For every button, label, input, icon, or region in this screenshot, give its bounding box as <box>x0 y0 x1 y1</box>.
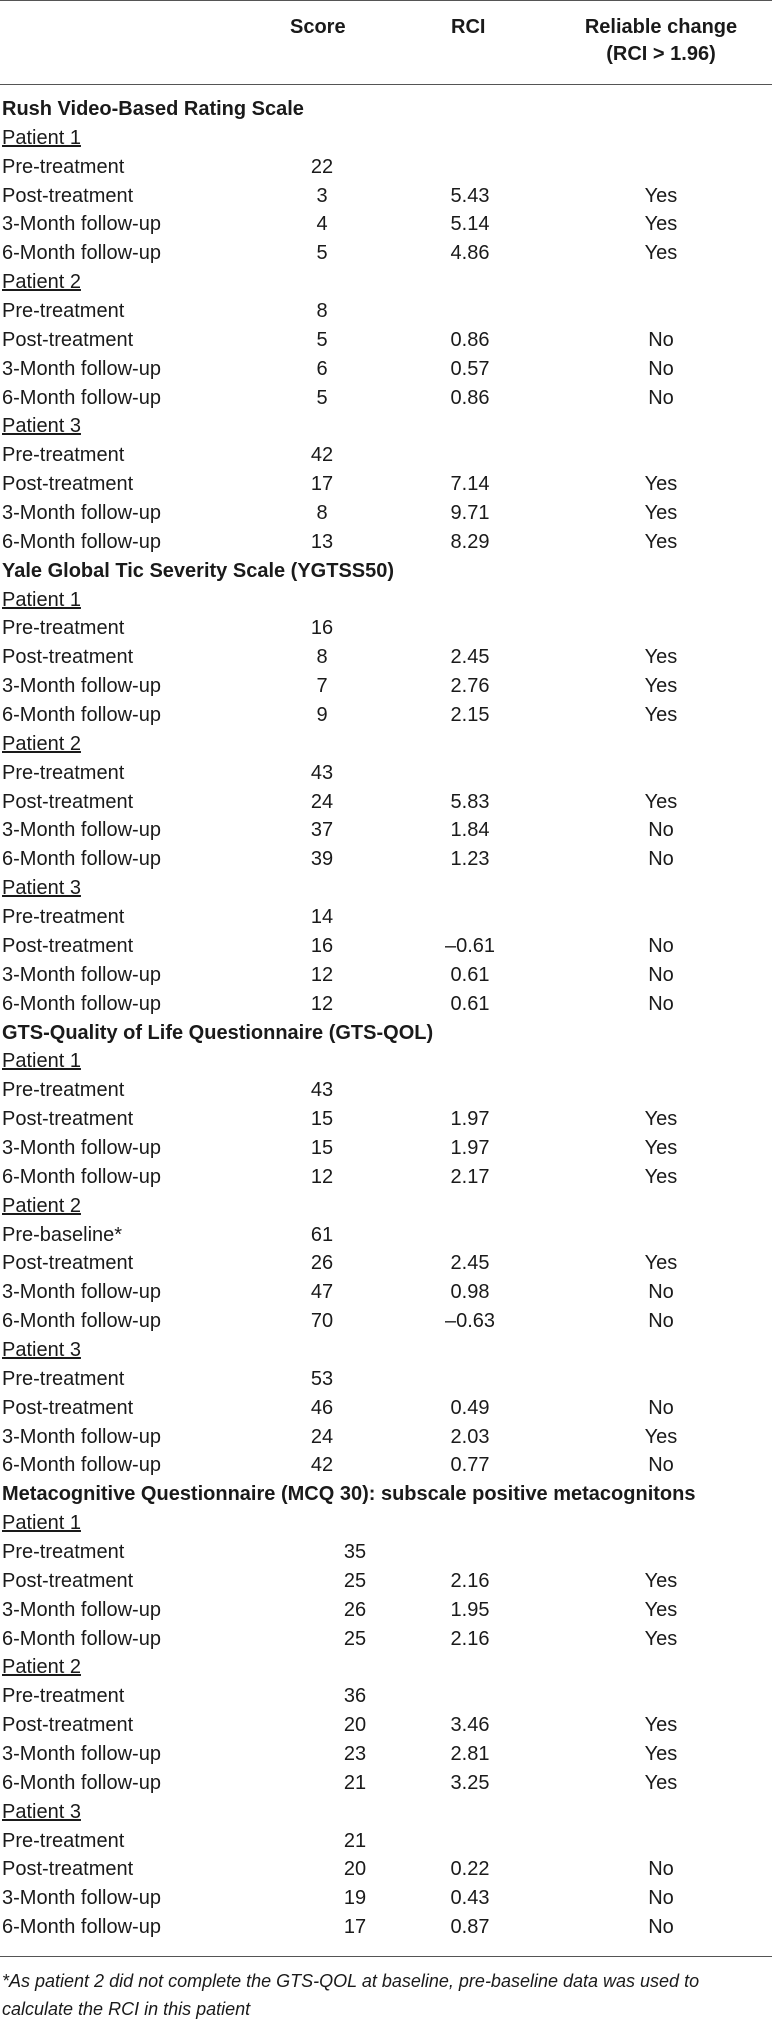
score-cell: 26 <box>310 1252 334 1275</box>
time-point-label: 6-Month follow-up <box>2 530 161 553</box>
table-row <box>0 1307 772 1336</box>
patient-label: Patient 2 <box>2 1194 81 1217</box>
rci-cell: 1.97 <box>450 1108 490 1131</box>
time-point-label: Post-treatment <box>2 1252 134 1275</box>
table-row <box>0 845 772 874</box>
time-point-label: 6-Month follow-up <box>2 1165 161 1188</box>
rci-cell: 3.25 <box>450 1771 490 1794</box>
score-cell: 22 <box>310 155 334 178</box>
time-point-label: Pre-treatment <box>2 761 125 784</box>
time-point-label: 6-Month follow-up <box>2 386 161 409</box>
reliable-change-cell: No <box>648 357 674 380</box>
rci-cell: 2.81 <box>450 1742 490 1765</box>
time-point-label: 6-Month follow-up <box>2 1916 161 1939</box>
rci-cell: 0.98 <box>450 1281 490 1304</box>
score-cell: 17 <box>310 473 334 496</box>
time-point-label: 3-Month follow-up <box>2 213 161 236</box>
time-point-label: 3-Month follow-up <box>2 1887 161 1910</box>
patient-row <box>0 1047 772 1076</box>
table-row <box>0 961 772 990</box>
reliable-change-cell: Yes <box>644 704 678 727</box>
score-cell: 43 <box>310 761 334 784</box>
time-point-label: 3-Month follow-up <box>2 1425 161 1448</box>
table-row <box>0 903 772 932</box>
table-row <box>0 1365 772 1394</box>
top-rule <box>0 0 772 1</box>
score-cell: 5 <box>316 328 328 351</box>
section-row <box>0 557 772 586</box>
rci-cell: 2.45 <box>450 646 490 669</box>
table-row <box>0 990 772 1019</box>
time-point-label: Post-treatment <box>2 328 134 351</box>
table-row <box>0 1740 772 1769</box>
time-point-label: Pre-treatment <box>2 444 125 467</box>
reliable-change-cell: No <box>648 328 674 351</box>
time-point-label: Pre-treatment <box>2 1540 125 1563</box>
section-row <box>0 1480 772 1509</box>
patient-row <box>0 1336 772 1365</box>
header-reliable-line1: Reliable change <box>584 16 738 38</box>
score-cell: 16 <box>310 617 334 640</box>
table-row <box>0 1682 772 1711</box>
time-point-label: Pre-treatment <box>2 1685 125 1708</box>
time-point-label: 3-Month follow-up <box>2 819 161 842</box>
table-row <box>0 1394 772 1423</box>
time-point-label: Post-treatment <box>2 646 134 669</box>
time-point-label: Pre-baseline* <box>2 1223 123 1246</box>
reliable-change-cell: No <box>648 1887 674 1910</box>
time-point-label: 3-Month follow-up <box>2 675 161 698</box>
time-point-label: 6-Month follow-up <box>2 848 161 871</box>
rci-cell: 0.87 <box>450 1916 490 1939</box>
reliable-change-cell: No <box>648 386 674 409</box>
rci-cell: 0.43 <box>450 1887 490 1910</box>
reliable-change-cell: Yes <box>644 1598 678 1621</box>
time-point-label: Post-treatment <box>2 1569 134 1592</box>
score-cell: 15 <box>310 1136 334 1159</box>
rci-cell: 3.46 <box>450 1714 490 1737</box>
section-title: Metacognitive Questionnaire (MCQ 30): subscale positive metacognitons <box>2 1483 696 1506</box>
score-cell: 46 <box>310 1396 334 1419</box>
score-cell: 39 <box>310 848 334 871</box>
score-cell: 17 <box>343 1916 367 1939</box>
table-row <box>0 210 772 239</box>
score-cell: 42 <box>310 444 334 467</box>
reliable-change-cell: No <box>648 1281 674 1304</box>
score-cell: 14 <box>310 906 334 929</box>
rci-cell: 0.57 <box>450 357 490 380</box>
reliable-change-cell: Yes <box>644 1136 678 1159</box>
patient-label: Patient 1 <box>2 1050 81 1073</box>
score-cell: 6 <box>316 357 328 380</box>
rci-cell: 0.61 <box>450 963 490 986</box>
reliable-change-cell: Yes <box>644 1569 678 1592</box>
table-row <box>0 701 772 730</box>
table-row <box>0 816 772 845</box>
reliable-change-cell: No <box>648 1858 674 1881</box>
rci-cell: 2.76 <box>450 675 490 698</box>
table-row <box>0 1221 772 1250</box>
table-row <box>0 1278 772 1307</box>
patient-label: Patient 3 <box>2 877 81 900</box>
time-point-label: Pre-treatment <box>2 300 125 323</box>
reliable-change-cell: No <box>648 848 674 871</box>
patient-label: Patient 2 <box>2 732 81 755</box>
score-cell: 4 <box>316 213 328 236</box>
score-cell: 5 <box>316 386 328 409</box>
time-point-label: Post-treatment <box>2 790 134 813</box>
time-point-label: 6-Month follow-up <box>2 1310 161 1333</box>
table-row <box>0 1827 772 1856</box>
rci-cell: 2.17 <box>450 1165 490 1188</box>
rci-cell: 8.29 <box>450 530 490 553</box>
patient-label: Patient 3 <box>2 1800 81 1823</box>
time-point-label: 3-Month follow-up <box>2 1136 161 1159</box>
time-point-label: Pre-treatment <box>2 1079 125 1102</box>
score-cell: 19 <box>343 1887 367 1910</box>
score-cell: 20 <box>343 1714 367 1737</box>
rci-cell: 0.86 <box>450 386 490 409</box>
score-cell: 42 <box>310 1454 334 1477</box>
score-cell: 25 <box>343 1627 367 1650</box>
time-point-label: 3-Month follow-up <box>2 1281 161 1304</box>
score-cell: 16 <box>310 934 334 957</box>
header-score: Score <box>290 16 346 38</box>
score-cell: 8 <box>316 502 328 525</box>
rci-cell: 5.14 <box>450 213 490 236</box>
rci-cell: 9.71 <box>450 502 490 525</box>
table-row <box>0 239 772 268</box>
score-cell: 36 <box>343 1685 367 1708</box>
reliable-change-cell: Yes <box>644 1771 678 1794</box>
reliable-change-cell: Yes <box>644 790 678 813</box>
rci-cell: –0.63 <box>444 1310 496 1333</box>
time-point-label: Pre-treatment <box>2 1829 125 1852</box>
score-cell: 12 <box>310 1165 334 1188</box>
patient-row <box>0 1798 772 1827</box>
reliable-change-cell: Yes <box>644 1425 678 1448</box>
reliable-change-cell: Yes <box>644 646 678 669</box>
table-row <box>0 355 772 384</box>
patient-label: Patient 3 <box>2 1338 81 1361</box>
patient-row <box>0 268 772 297</box>
section-row <box>0 1019 772 1048</box>
rci-cell: 1.97 <box>450 1136 490 1159</box>
table-row <box>0 297 772 326</box>
rci-cell: 7.14 <box>450 473 490 496</box>
time-point-label: Pre-treatment <box>2 1367 125 1390</box>
time-point-label: 6-Month follow-up <box>2 992 161 1015</box>
score-cell: 26 <box>343 1598 367 1621</box>
table-row <box>0 1625 772 1654</box>
table-row <box>0 1076 772 1105</box>
score-cell: 15 <box>310 1108 334 1131</box>
table-row <box>0 1884 772 1913</box>
score-cell: 23 <box>343 1742 367 1765</box>
table-row <box>0 1538 772 1567</box>
reliable-change-cell: Yes <box>644 1108 678 1131</box>
time-point-label: Post-treatment <box>2 473 134 496</box>
table-row <box>0 499 772 528</box>
patient-label: Patient 1 <box>2 126 81 149</box>
rci-cell: 2.16 <box>450 1569 490 1592</box>
rci-cell: 5.43 <box>450 184 490 207</box>
rci-cell: 2.45 <box>450 1252 490 1275</box>
table-row <box>0 1134 772 1163</box>
section-title: Rush Video-Based Rating Scale <box>2 98 304 120</box>
time-point-label: 3-Month follow-up <box>2 963 161 986</box>
time-point-label: Post-treatment <box>2 1714 134 1737</box>
score-cell: 24 <box>310 790 334 813</box>
reliable-change-cell: No <box>648 934 674 957</box>
score-cell: 9 <box>316 704 328 727</box>
score-cell: 24 <box>310 1425 334 1448</box>
time-point-label: 3-Month follow-up <box>2 1742 161 1765</box>
score-cell: 53 <box>310 1367 334 1390</box>
rci-cell: 0.61 <box>450 992 490 1015</box>
patient-row <box>0 874 772 903</box>
time-point-label: Post-treatment <box>2 1396 134 1419</box>
score-cell: 8 <box>316 300 328 323</box>
patient-label: Patient 3 <box>2 415 81 438</box>
score-cell: 70 <box>310 1310 334 1333</box>
score-cell: 20 <box>343 1858 367 1881</box>
time-point-label: 6-Month follow-up <box>2 242 161 265</box>
patient-label: Patient 1 <box>2 1512 81 1535</box>
patient-row <box>0 1653 772 1682</box>
reliable-change-cell: No <box>648 819 674 842</box>
table-row <box>0 788 772 817</box>
rci-cell: –0.61 <box>444 934 496 957</box>
time-point-label: 6-Month follow-up <box>2 1627 161 1650</box>
reliable-change-cell: Yes <box>644 473 678 496</box>
reliable-change-cell: Yes <box>644 1714 678 1737</box>
score-cell: 21 <box>343 1771 367 1794</box>
score-cell: 61 <box>310 1223 334 1246</box>
score-cell: 43 <box>310 1079 334 1102</box>
table-row <box>0 1769 772 1798</box>
patient-row <box>0 1192 772 1221</box>
header-reliable-line2: (RCI > 1.96) <box>606 43 716 65</box>
time-point-label: 6-Month follow-up <box>2 704 161 727</box>
reliable-change-cell: Yes <box>644 675 678 698</box>
reliable-change-cell: No <box>648 1916 674 1939</box>
table-row <box>0 1451 772 1480</box>
patient-label: Patient 1 <box>2 588 81 611</box>
rci-cell: 5.83 <box>450 790 490 813</box>
table-row <box>0 1913 772 1942</box>
table-row <box>0 932 772 961</box>
reliable-change-cell: Yes <box>644 502 678 525</box>
table-row <box>0 470 772 499</box>
patient-label: Patient 2 <box>2 1656 81 1679</box>
table-row <box>0 1163 772 1192</box>
patient-row <box>0 730 772 759</box>
time-point-label: 3-Month follow-up <box>2 357 161 380</box>
patient-label: Patient 2 <box>2 271 81 294</box>
reliable-change-cell: Yes <box>644 213 678 236</box>
rci-cell: 0.22 <box>450 1858 490 1881</box>
section-title: GTS-Quality of Life Questionnaire (GTS-QOL) <box>2 1021 434 1044</box>
time-point-label: 6-Month follow-up <box>2 1771 161 1794</box>
results-table <box>0 95 772 1942</box>
table-row <box>0 643 772 672</box>
time-point-label: Pre-treatment <box>2 617 125 640</box>
rci-cell: 2.03 <box>450 1425 490 1448</box>
time-point-label: 6-Month follow-up <box>2 1454 161 1477</box>
score-cell: 5 <box>316 242 328 265</box>
time-point-label: Post-treatment <box>2 1858 134 1881</box>
table-row <box>0 1423 772 1452</box>
header-rci: RCI <box>451 16 486 38</box>
table-row <box>0 614 772 643</box>
rci-cell: 0.77 <box>450 1454 490 1477</box>
rci-cell: 2.16 <box>450 1627 490 1650</box>
table-row <box>0 326 772 355</box>
table-footnote: *As patient 2 did not complete the GTS-QOL at baseline, pre-baseline data was used to calculate the RCI in this patient <box>2 1971 700 2019</box>
table-row <box>0 528 772 557</box>
rci-cell: 1.95 <box>450 1598 490 1621</box>
reliable-change-cell: No <box>648 1454 674 1477</box>
reliable-change-cell: No <box>648 963 674 986</box>
reliable-change-cell: Yes <box>644 1252 678 1275</box>
table-row <box>0 1596 772 1625</box>
rci-cell: 4.86 <box>450 242 490 265</box>
rci-cell: 2.15 <box>450 704 490 727</box>
reliable-change-cell: Yes <box>644 242 678 265</box>
score-cell: 12 <box>310 992 334 1015</box>
table-row <box>0 1855 772 1884</box>
score-cell: 35 <box>343 1540 367 1563</box>
score-cell: 47 <box>310 1281 334 1304</box>
score-cell: 21 <box>343 1829 367 1852</box>
rci-cell: 0.49 <box>450 1396 490 1419</box>
bottom-rule <box>0 1956 772 1957</box>
score-cell: 8 <box>316 646 328 669</box>
table-row <box>0 441 772 470</box>
patient-row <box>0 124 772 153</box>
table-row <box>0 384 772 413</box>
score-cell: 13 <box>310 530 334 553</box>
section-row <box>0 95 772 124</box>
reliable-change-cell: Yes <box>644 1627 678 1650</box>
table-row <box>0 1249 772 1278</box>
time-point-label: Pre-treatment <box>2 906 125 929</box>
reliable-change-cell: Yes <box>644 1165 678 1188</box>
time-point-label: 3-Month follow-up <box>2 502 161 525</box>
header-rule <box>0 84 772 85</box>
score-cell: 25 <box>343 1569 367 1592</box>
rci-cell: 1.84 <box>450 819 490 842</box>
patient-row <box>0 1509 772 1538</box>
table-row <box>0 1105 772 1134</box>
section-title: Yale Global Tic Severity Scale (YGTSS50) <box>2 559 395 582</box>
time-point-label: 3-Month follow-up <box>2 1598 161 1621</box>
reliable-change-cell: No <box>648 1396 674 1419</box>
table-row <box>0 672 772 701</box>
reliable-change-cell: Yes <box>644 184 678 207</box>
table-row <box>0 759 772 788</box>
table-row <box>0 182 772 211</box>
rci-cell: 1.23 <box>450 848 490 871</box>
time-point-label: Post-treatment <box>2 1108 134 1131</box>
reliable-change-cell: Yes <box>644 530 678 553</box>
table-row <box>0 1711 772 1740</box>
score-cell: 3 <box>316 184 328 207</box>
header-reliable-change <box>580 14 742 68</box>
score-cell: 7 <box>316 675 328 698</box>
patient-row <box>0 586 772 615</box>
time-point-label: Post-treatment <box>2 934 134 957</box>
score-cell: 12 <box>310 963 334 986</box>
table-row <box>0 153 772 182</box>
reliable-change-cell: No <box>648 992 674 1015</box>
score-cell: 37 <box>310 819 334 842</box>
time-point-label: Pre-treatment <box>2 155 125 178</box>
table-row <box>0 1567 772 1596</box>
reliable-change-cell: No <box>648 1310 674 1333</box>
reliable-change-cell: Yes <box>644 1742 678 1765</box>
rci-cell: 0.86 <box>450 328 490 351</box>
time-point-label: Post-treatment <box>2 184 134 207</box>
patient-row <box>0 412 772 441</box>
